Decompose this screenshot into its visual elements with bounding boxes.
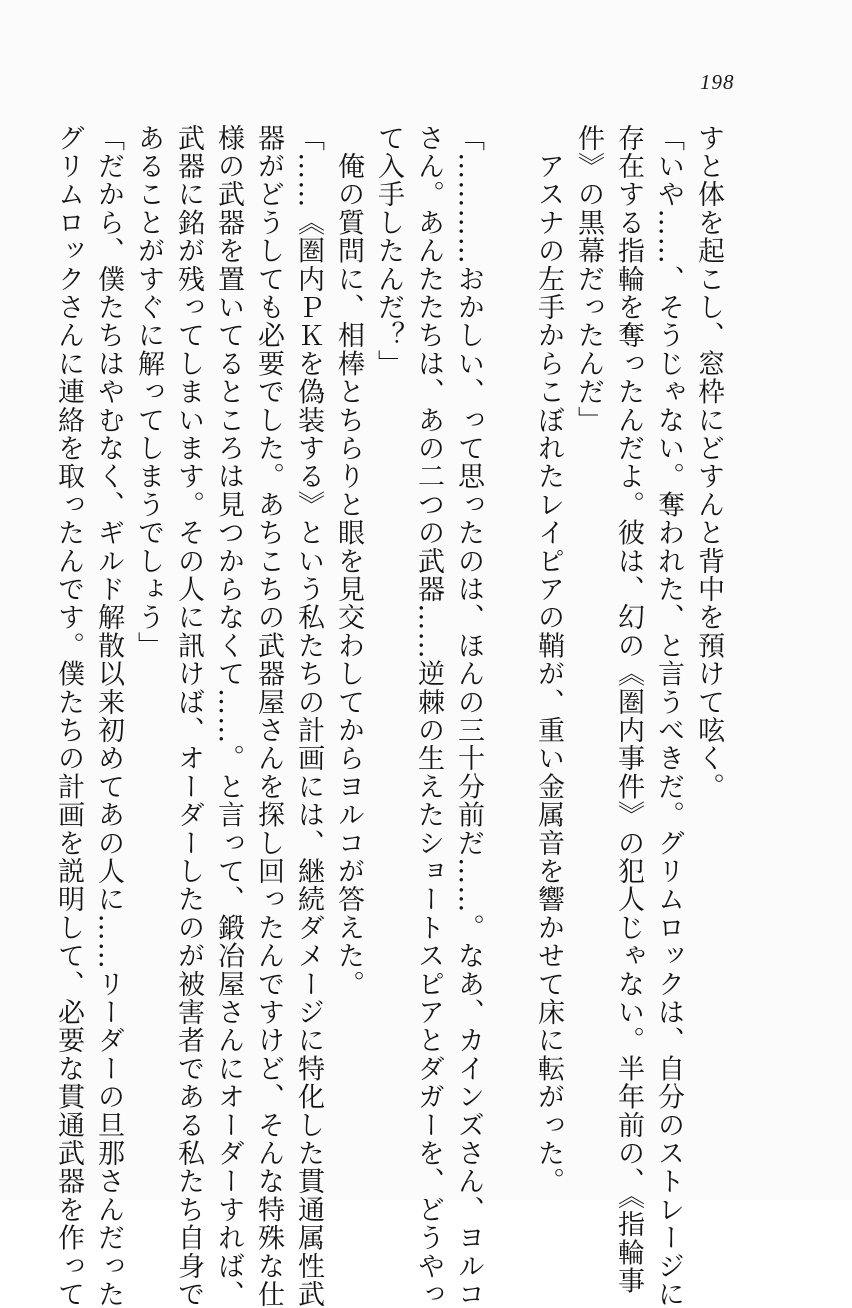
text-line: 俺の質問に、相棒とちらりと眼を見交わしてからヨルコが答えた。 [333, 124, 364, 999]
body-text [50, 124, 728, 1308]
text-line: 武器に銘が残ってしまいます。その人に訊けば、オーダーしたのが被害者である私たち自身で [173, 124, 204, 1308]
text-line: 「……《圏内ＰＫを偽装する》という私たちの計画には、継続ダメージに特化した貫通属性武 [293, 124, 324, 1308]
text-line: さん。あんたたちは、あの二つの武器……逆棘の生えたショートスピアとダガーを、どうやっ [413, 124, 444, 1308]
text-line: グリムロックさんに連絡を取ったんです。僕たちの計画を説明して、必要な貫通武器を作って [53, 124, 84, 1308]
text-line: 件》の黒幕だったんだ」 [573, 124, 604, 435]
text-line: あることがすぐに解ってしまうでしょう」 [133, 124, 164, 660]
text-line: すと体を起こし、窓枠にどすんと背中を預けて呟く。 [693, 124, 724, 801]
paragraph-break [488, 124, 528, 1134]
text-line: 様の武器を置いてるところは見つからなくて……。と言って、鍛冶屋さんにオーダーすれば、 [213, 124, 244, 1308]
text-line: アスナの左手からこぼれたレイピアの鞘が、重い金属音を響かせて床に転がった。 [533, 124, 564, 1196]
text-line: 「だから、僕たちはやむなく、ギルド解散以来初めてあの人に……リーダーの旦那さんだった [93, 124, 124, 1308]
text-line: 器がどうしても必要でした。あちこちの武器屋さんを探し回ったんですけど、そんな特殊な仕 [253, 124, 284, 1308]
text-line: て入手したんだ？」 [373, 124, 404, 378]
text-line: 「いや……、そうじゃない。奪われた、と言うべきだ。グリムロックは、自分のストレージに [653, 124, 684, 1308]
page-number: 198 [700, 70, 735, 94]
text-line: 存在する指輪を奪ったんだよ。彼は、幻の《圏内事件》の犯人じゃない。半年前の、《指輪事 [613, 124, 644, 1295]
text-line: 「…………おかしい、って思ったのは、ほんの三十分前だ……。なあ、カインズさん、ヨルコ [453, 124, 484, 1308]
